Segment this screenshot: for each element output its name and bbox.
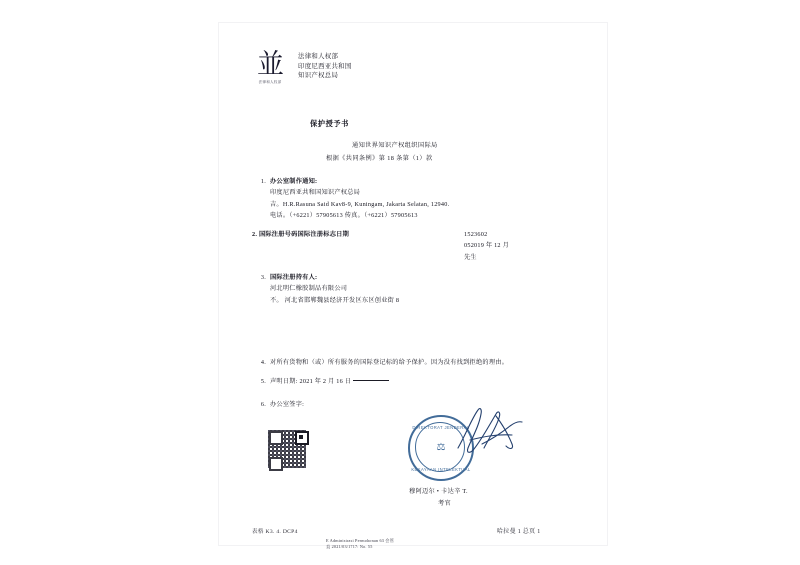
section-6-label: 办公室签字: <box>270 401 305 408</box>
section-3-number: 3. <box>260 274 266 281</box>
footer-form-code: 表格 K3. 4. DCP4 <box>252 529 298 535</box>
header-agency-lines <box>298 50 352 81</box>
section-4-text: 对所有货物和（或）所有服务的国际登记标的给予保护。因为没有找到拒绝的理由。 <box>270 359 509 366</box>
header-line-2: 印度尼西亚共和国 <box>298 62 352 70</box>
qr-code-finder-inner-icon <box>299 435 303 439</box>
section-4 <box>252 357 508 368</box>
section-3 <box>252 272 399 306</box>
section-1-line-2: 吉。H.R.Rasuna Said Kav8-9, Kuningam, Jakarta Selatan, 12940. <box>270 200 450 208</box>
page-title: 保护授予书 <box>310 120 349 128</box>
section-1-heading: 办公室制作通知: <box>270 178 318 185</box>
section-4-number: 4. <box>260 359 266 366</box>
section-3-heading: 国际注册持有人: <box>270 274 318 281</box>
registration-number: 1523602 <box>464 231 488 238</box>
header-line-1: 法律和人权部 <box>298 53 339 60</box>
ministry-emblem <box>252 50 288 85</box>
footer-page-number: 哈拉曼 1 总页 1 <box>497 529 541 535</box>
section-1-number: 1. <box>260 178 266 185</box>
footer-stamp-text <box>326 538 394 550</box>
section-5-number: 5. <box>260 378 266 385</box>
declaration-date: 2021 年 2 月 16 日 <box>299 378 352 385</box>
footer-stamp-line-1: E Administrasi Permohonan 63 会管 <box>326 538 395 543</box>
section-1 <box>252 176 449 222</box>
seal-text-bottom: KEKAYAAN INTELEKTUAL <box>411 467 471 472</box>
section-6 <box>252 399 304 410</box>
section-2-number: 2. <box>252 231 258 238</box>
handwritten-signature <box>452 404 528 458</box>
subtitle-regulation: 根据《共同条例》第 18 条第（1）款 <box>326 155 433 162</box>
scales-icon: ⚖ <box>436 442 446 453</box>
holder-name: 河北明仁橡胶制品有限公司 <box>270 285 348 293</box>
section-5 <box>252 376 389 387</box>
registration-extra: 先生 <box>464 253 477 261</box>
header-line-3: 知识产权总局 <box>298 72 339 80</box>
declaration-date-rule <box>353 379 389 381</box>
section-1-line-3: 电话。（+6221）57905613 传真。（+6221）57905613 <box>270 212 418 220</box>
holder-address: 不。 河北省邯郸魏县经济开发区东区创业街 8 <box>270 296 400 304</box>
signatory-name: 穆阿迈尔 • 卡达辛 T. <box>409 488 468 495</box>
emblem-glyph: 並 <box>257 49 283 80</box>
emblem-caption: 法律和人权部 <box>258 80 282 84</box>
section-2-label-group <box>252 229 349 240</box>
section-2-values <box>464 229 509 263</box>
registration-date: 052019 年 12 月 <box>464 242 510 250</box>
section-2-label: 国际注册号码国际注册标志日期 <box>258 231 350 238</box>
document-header <box>252 50 352 85</box>
footer-stamp-line-2: 直 2021/03/1717: No. 55 <box>326 544 373 550</box>
signatory-role: 考官 <box>438 500 451 507</box>
section-5-label: 声明日期: <box>270 378 298 385</box>
subtitle-notification: 通知世界知识产权组织国际局 <box>352 142 438 149</box>
section-1-line-1: 印度尼西亚共和国知识产权总局 <box>270 189 361 197</box>
seal-text-top: DIREKTORAT JENDERAL <box>412 425 470 430</box>
section-6-number: 6. <box>260 401 266 408</box>
